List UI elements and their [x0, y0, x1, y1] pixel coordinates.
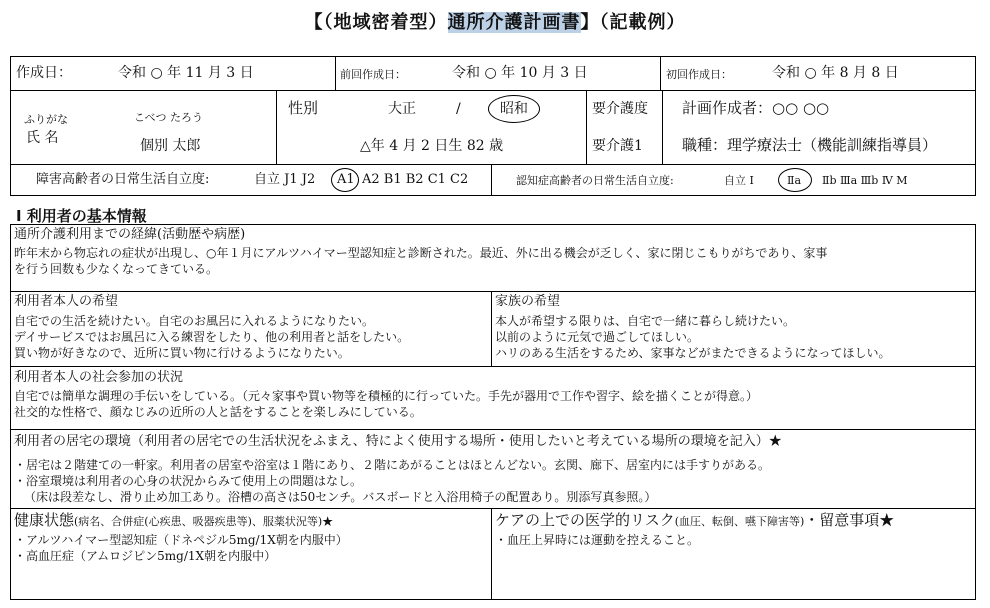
row-divider — [10, 90, 976, 91]
care-level-value: 要介護1 — [592, 138, 643, 154]
col-divider — [586, 90, 587, 164]
first-created-label: 初回作成日： — [666, 68, 732, 81]
risk-header-tail: ・留意事項★ — [804, 511, 895, 529]
prev-created-date: 令和 ○ 年 10 月 3 日 — [452, 65, 588, 81]
environment-line-2: ・浴室環境は利用者の心身の状況からみて使用上の問題はなし。 — [14, 474, 363, 488]
row-divider — [10, 164, 976, 165]
wish-family-line-2: 以前のように元気で過ごしてほしい。 — [495, 330, 700, 344]
birth-date-age: △年 4 月 2 日生 82 歳 — [360, 138, 504, 154]
wish-user-line-3: 買い物が好きなので、近所に買い物に行けるようになりたい。 — [14, 346, 350, 360]
risk-line-1: ・血圧上昇時には運動を控えること。 — [495, 533, 700, 547]
risk-header-main: ケアの上での医学的リスク — [495, 511, 675, 529]
name-value: 個別 太郎 — [140, 138, 201, 154]
dementia-independence-label: 認知症高齢者の日常生活自立度: — [516, 174, 674, 187]
col-divider — [276, 90, 277, 164]
era-showa: 昭和 — [500, 101, 528, 117]
environment-line-3: （床は段差なし、滑り止め加工あり。浴槽の高さは50センチ。バスボードと入浴用椅子の配置あり。別添写真参照。） — [24, 490, 657, 504]
col-divider — [335, 56, 336, 90]
social-header: 利用者本人の社会参加の状況 — [14, 370, 184, 385]
dementia-independence-selected: Ⅱa — [787, 174, 802, 187]
care-level-label: 要介護度 — [592, 101, 648, 117]
prev-created-label: 前回作成日： — [340, 68, 406, 81]
wish-user-line-1: 自宅での生活を続けたい。自宅のお風呂に入れるようになりたい。 — [14, 314, 375, 328]
dementia-selected-circle — [778, 168, 812, 192]
wish-family-header: 家族の希望 — [495, 294, 561, 309]
dementia-independence-rest: Ⅱb Ⅲa Ⅲb Ⅳ M — [822, 174, 908, 187]
document-title — [0, 8, 990, 34]
risk-header — [495, 513, 894, 529]
environment-line-1: ・居宅は２階建ての一軒家。利用者の居室や浴室は１階にあり、２階にあがることはほとんどない。玄関、廊下、居室内には手すりがある。 — [14, 458, 771, 472]
era-taisho: 大正 — [388, 101, 416, 117]
wish-user-line-2: デイサービスではお風呂に入る練習をしたり、他の利用者と話をしたい。 — [14, 330, 410, 344]
health-line-2: ・高血圧症（アムロジピン5mg/1X朝を内服中） — [14, 549, 277, 563]
col-divider — [491, 508, 492, 600]
first-created-date: 令和 ○ 年 8 月 8 日 — [772, 65, 899, 81]
col-divider — [660, 56, 661, 90]
col-divider — [662, 90, 663, 164]
created-date: 令和 ○ 年 11 月 3 日 — [118, 65, 254, 81]
furigana-label: ふりがな — [24, 113, 68, 126]
wish-user-header: 利用者本人の希望 — [14, 294, 119, 309]
health-header-sub: (病名、合併症(心疾患、吸器疾患等)、服薬状況等)★ — [74, 515, 334, 528]
disabled-independence-rest: A2 B1 B2 C1 C2 — [362, 172, 469, 187]
history-line-2: を行う回数も少なくなってきている。 — [14, 262, 219, 276]
created-label: 作成日： — [16, 65, 72, 81]
dementia-independence-levels: 自立 Ⅰ — [724, 174, 754, 187]
environment-header: 利用者の居宅の環境（利用者の居宅での生活状況をふまえ、特によく使用する場所・使用したいと考えている場所の環境を記入）★ — [14, 434, 782, 449]
health-header — [14, 513, 333, 529]
sex-label: 性別 — [288, 99, 319, 117]
era-selected-circle — [488, 95, 540, 123]
col-divider — [491, 291, 492, 367]
history-line-1: 昨年末から物忘れの症状が出現し、○年１月にアルツハイマー型認知症と診断された。最近、外に出る機会が乏しく、家に閉じこもりがちであり、家事 — [14, 246, 828, 260]
disabled-independence-levels: 自立 J1 J2 — [254, 172, 316, 187]
disabled-selected-circle — [331, 168, 359, 192]
title-suffix: 】（記載例） — [580, 12, 686, 33]
wish-family-line-1: 本人が希望する限りは、自宅で一緒に暮らし続けたい。 — [495, 314, 796, 328]
health-line-1: ・アルツハイマー型認知症（ドネペジル5mg/1X朝を内服中） — [14, 533, 348, 547]
planner: 計画作成者：○○ ○○ — [682, 99, 830, 117]
planner-job: 職種：理学療法士（機能訓練指導員） — [682, 136, 938, 154]
history-header: 通所介護利用までの経緯(活動歴や病歴) — [14, 227, 246, 242]
section-title: Ⅰ 利用者の基本情報 — [16, 207, 147, 225]
disabled-independence-label: 障害高齢者の日常生活自立度: — [36, 172, 210, 187]
era-slash: / — [456, 101, 461, 117]
col-divider — [491, 164, 492, 196]
disabled-independence-selected: A1 — [337, 172, 355, 187]
health-header-main: 健康状態 — [14, 511, 75, 529]
social-line-2: 社交的な性格で、顔なじみの近所の人と話をすることを楽しみにしている。 — [14, 405, 422, 419]
social-line-1: 自宅では簡単な調理の手伝いをしている。（元々家事や買い物等を積極的に行っていた。手先が器用で工作や習字、絵を描くことが得意。） — [14, 389, 759, 403]
furigana-value: こべつ たろう — [134, 111, 204, 124]
title-highlight: 通所介護計画書 — [447, 12, 581, 33]
name-label: 氏 名 — [26, 130, 59, 146]
wish-family-line-3: ハリのある生活をするため、家事などがまたできるようになってほしい。 — [495, 346, 891, 360]
title-prefix: 【（地域密着型） — [304, 12, 448, 33]
risk-header-sub: (血圧、転倒、嚥下障害等) — [674, 515, 805, 528]
